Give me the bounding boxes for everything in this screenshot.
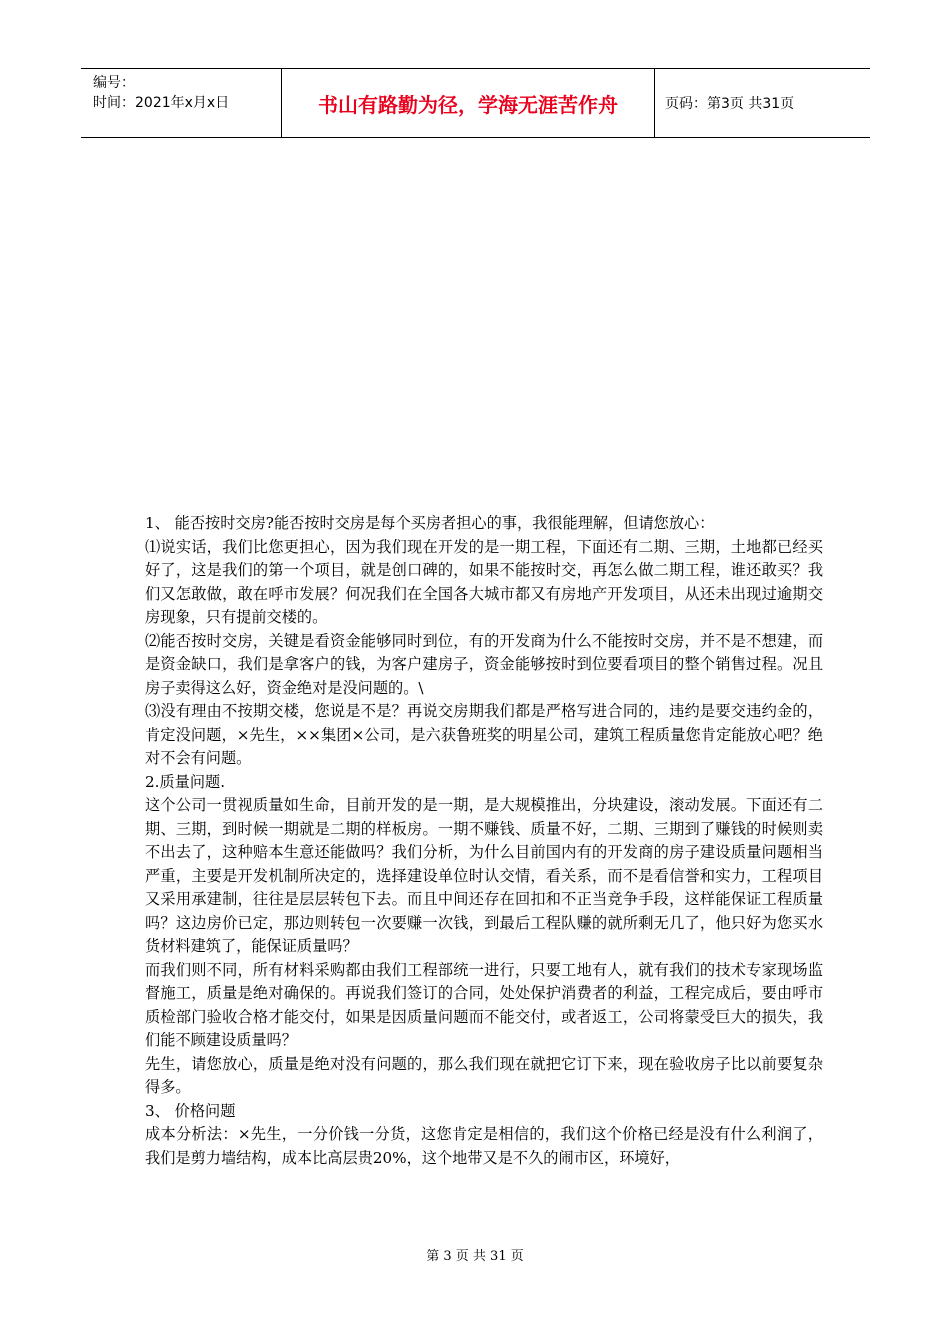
motto: 书山有路勤为径，学海无涯苦作舟 — [282, 69, 655, 137]
paragraph: ⑴说实话，我们比您更担心，因为我们现在开发的是一期工程，下面还有二期、三期，土地都已经买好了，这是我们的第一个项目，就是创口碑的，如果不能按时交，再怎么做二期工程，谁还敢买？我们又怎敢做，敢在呼市发展？何况我们在全国各大城市都又有房地产开发项目，从还未出现过逾期交房现象，只有提前交楼的。 — [145, 537, 823, 626]
paragraph: 这个公司一贯视质量如生命，目前开发的是一期，是大规模推出，分块建设，滚动发展。下面还有二期、三期，到时候一期就是二期的样板房。一期不赚钱、质量不好，二期、三期到了赚钱的时候则卖不出去了，这种赔本生意还能做吗？我们分析，为什么目前国内有的开发商的房子建设质量问题相当严重，主要是开发机制所决定的，选择建设单位时认交情，看关系，而不是看信誉和实力，工程项目又采用承建制，往往是层层转包下去。而且中间还存在回扣和不正当竞争手段，这样能保证工程质量吗？这边房价已定，那边则转包一次要赚一次钱，到最后工程队赚的就所剩无几了，他只好为您买水货材料建筑了，能保证质量吗？ — [145, 796, 823, 955]
paragraph: 先生，请您放心，质量是绝对没有问题的，那么我们现在就把它订下来，现在验收房子比以前要复杂得多。 — [145, 1054, 823, 1096]
paragraph: ⑶没有理由不按期交楼，您说是不是？再说交房期我们都是严格写进合同的，违约是要交违约金的，肯定没问题，×先生，××集团×公司，是六获鲁班奖的明星公司，建筑工程质量您肯定能放心吧？绝对不会有问题。 — [145, 702, 823, 767]
page-info: 页码：第3页 共31页 — [665, 96, 795, 112]
serial-label: 编号： — [93, 75, 135, 91]
paragraph: ⑵能否按时交房，关键是看资金能够同时到位，有的开发商为什么不能按时交房，并不是不想建，而是资金缺口，我们是拿客户的钱，为客户建房子，资金能够按时到位要看项目的整个销售过程。况且房子卖得这么好，资金绝对是没问题的。\ — [145, 631, 823, 697]
document-body — [145, 512, 823, 1170]
page-footer: 第 3 页 共 31 页 — [426, 1249, 524, 1264]
document-header — [81, 68, 870, 138]
paragraph: 而我们则不同，所有材料采购都由我们工程部统一进行，只要工地有人，就有我们的技术专家现场监督施工，质量是绝对确保的。再说我们签订的合同，处处保护消费者的利益，工程完成后，要由呼市质检部门验收合格才能交付，如果是因质量问题而不能交付，或者返工，公司将蒙受巨大的损失，我们能不顾建设质量吗？ — [145, 960, 823, 1049]
paragraph: 成本分析法：×先生，一分价钱一分货，这您肯定是相信的，我们这个价格已经是没有什么利润了，我们是剪力墙结构，成本比高层贵20%，这个地带又是不久的闹市区，环境好， — [145, 1125, 823, 1167]
section-heading: 3、 价格问题 — [145, 1101, 236, 1120]
section-heading: 2.质量问题. — [145, 772, 226, 791]
date-label: 时间：2021年x月x日 — [93, 95, 230, 111]
header-meta — [81, 69, 282, 137]
paragraph: 1、 能否按时交房?能否按时交房是每个买房者担心的事，我很能理解，但请您放心： — [145, 514, 715, 532]
